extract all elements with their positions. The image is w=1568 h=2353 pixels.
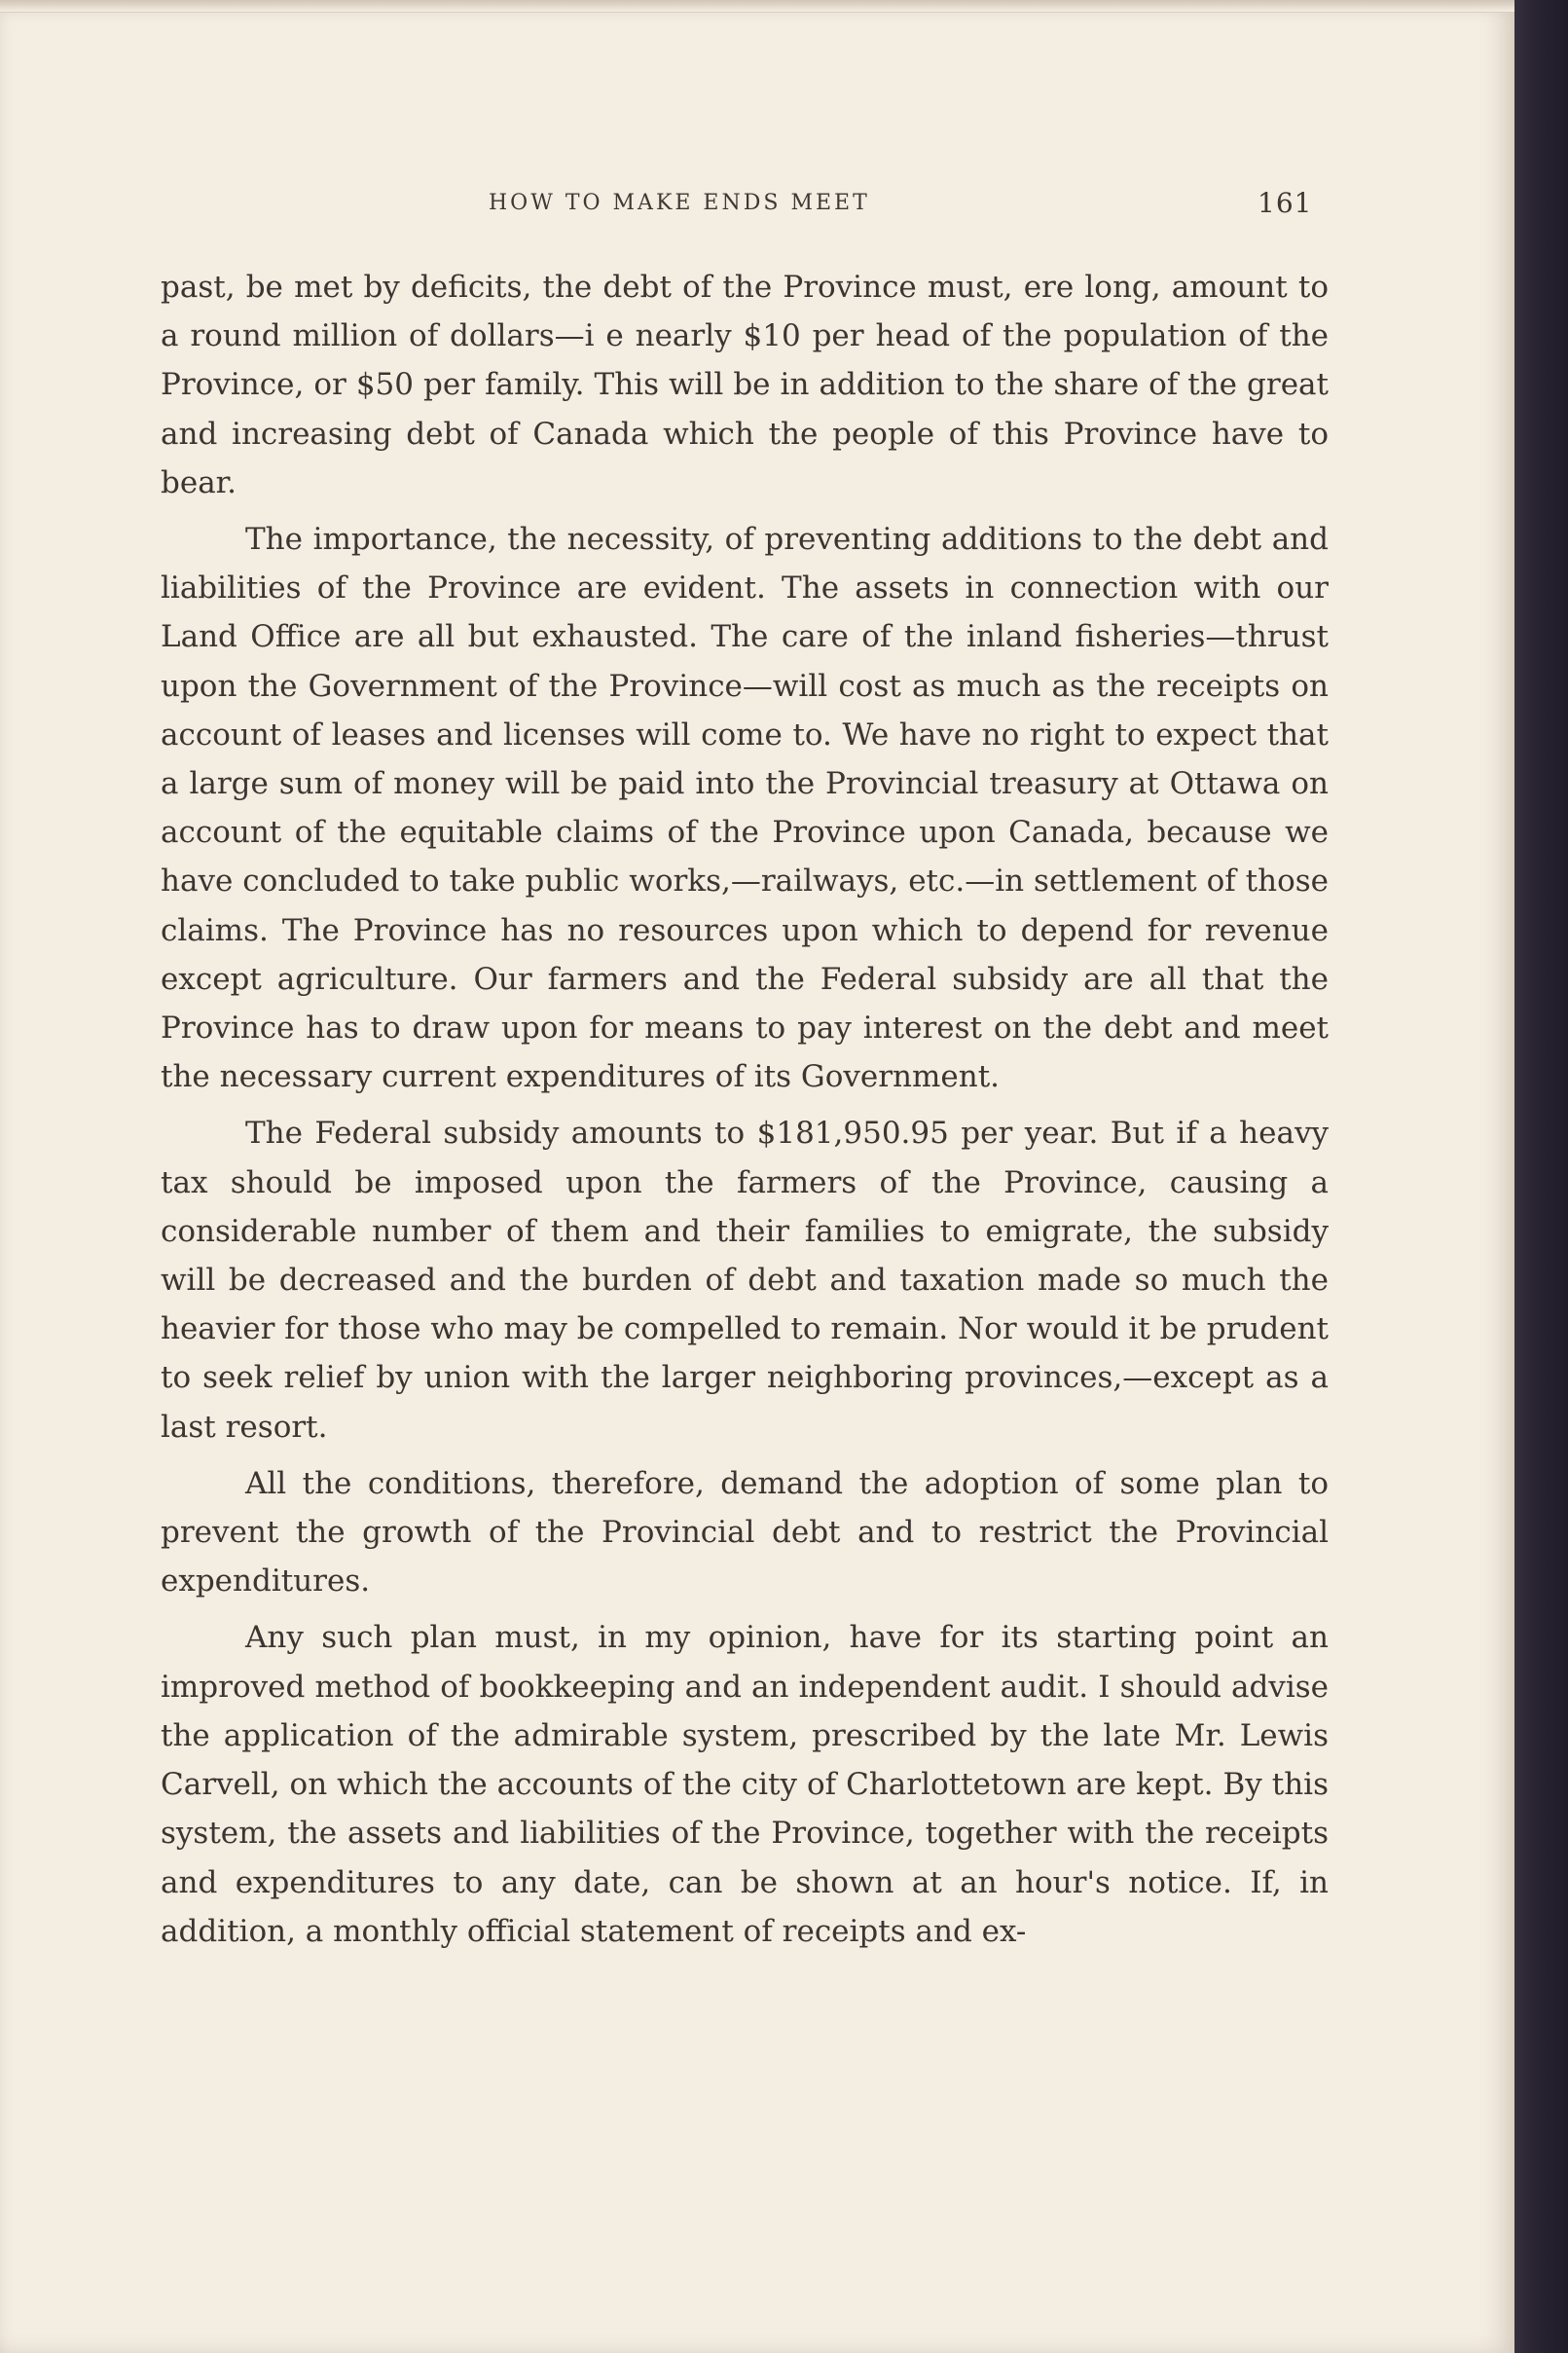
paragraph: The importance, the necessity, of preventing additions to the debt and liabilities of the Province are evident. The assets in connection with our Land Office are all but exhausted. The care of the inland fisheries—thrust upon the Government of the Province—will cost as much as the receipts on account of leases and licenses will come to. We have no right to expect that a large sum of money will be paid into the Provincial treasury at Ottawa on account of the equitable claims of the Province upon Canada, because we have concluded to take public works,—railways, etc.—in settlement of those claims. The Province has no resources upon which to depend for revenue except agriculture. Our farmers and the Federal subsidy are all that the Province has to draw upon for means to pay interest on the debt and meet the necessary current expenditures of its Government. <box>161 522 1329 1095</box>
book-cover-edge <box>1510 0 1568 2353</box>
paragraph: Any such plan must, in my opinion, have for its starting point an improved method of bookkeeping and an independent audit. I should advise the application of the admirable system, prescribed by the late Mr. Lewis Carvell, on which the accounts of the city of Charlottetown are kept. By this system, the assets and liabilities of the Province, together with the receipts and expenditures to any date, can be shown at an hour's notice. If, in addition, a monthly official statement of receipts and ex- <box>161 1620 1329 1949</box>
paragraph: The Federal subsidy amounts to $181,950.95 per year. But if a heavy tax should be imposed upon the farmers of the Province, causing a considerable number of them and their families to emigrate, the subsidy will be decreased and the burden of debt and taxation made so much the heavier for those who may be compelled to remain. Nor would it be prudent to seek relief by union with the larger neighboring provinces,—except as a last resort. <box>161 1116 1329 1445</box>
paragraph: All the conditions, therefore, demand the adoption of some plan to prevent the growth of the Provincial debt and to restrict the Provincial expenditures. <box>161 1465 1329 1599</box>
page-top-edge <box>0 0 1514 13</box>
body-text <box>161 263 1329 1964</box>
running-head <box>0 187 1514 230</box>
running-title: HOW TO MAKE ENDS MEET <box>489 191 870 215</box>
page-number: 161 <box>1258 187 1313 219</box>
paragraph-continuation: past, be met by deficits, the debt of the Province must, ere long, amount to a round million of dollars—i e nearly $10 per head of the population of the Province, or $50 per family. This will be in addition to the share of the great and increasing debt of Canada which the people of this Province have to bear. <box>161 270 1329 500</box>
